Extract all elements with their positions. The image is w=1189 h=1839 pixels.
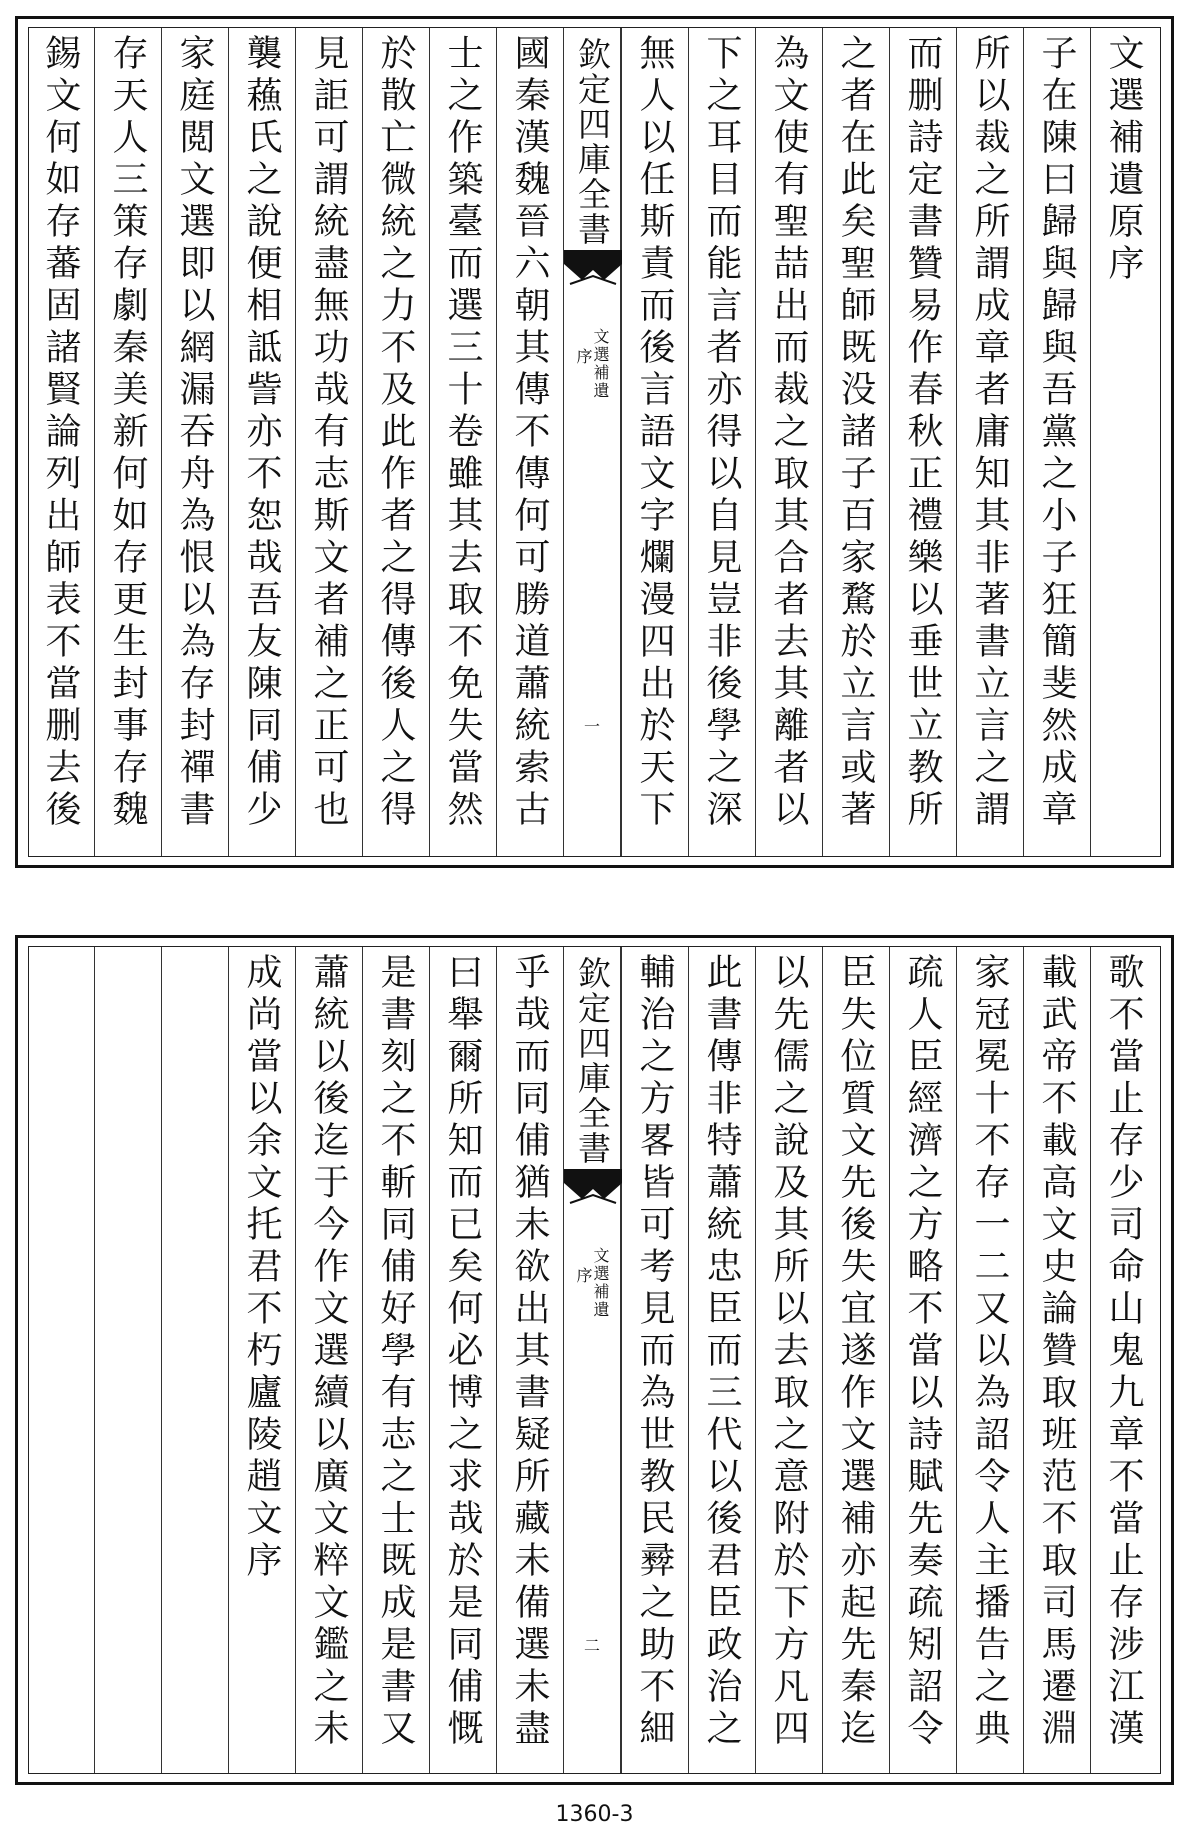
library-title: 欽定四庫全書 [564, 947, 620, 1173]
text-column: 疏人臣經濟之方略不當以詩賦先奏疏矧詔令 [889, 947, 956, 1773]
text-column: 而删詩定書贊易作春秋正禮樂以垂世立教所 [889, 28, 956, 856]
text-column: 輔治之方畧皆可考見而為世教民彛之助不細 [621, 947, 688, 1773]
text-column: 之者在此矣聖師既没諸子百家騖於立言或著 [822, 28, 889, 856]
fishtail-mark-icon [564, 1169, 622, 1207]
text-column: 為文使有聖喆出而裁之取其合者去其離者以 [755, 28, 822, 856]
page-number: 一 [583, 717, 600, 736]
scan-page-number: 1360-3 [555, 1802, 634, 1827]
text-column: 下之耳目而能言者亦得以自見豈非後學之深 [688, 28, 755, 856]
text-column: 所以裁之所謂成章者庸知其非著書立言之謂 [956, 28, 1023, 856]
text-column: 士之作築臺而選三十卷雖其去取不免失當然 [429, 28, 496, 856]
text-column: 臣失位質文先後失宜遂作文選補亦起先秦迄 [822, 947, 889, 1773]
section-label: 序 [574, 1267, 593, 1283]
text-column: 乎哉而同俌猶未欲出其書疑所藏未備選未盡 [496, 947, 563, 1773]
text-column: 成尚當以余文托君不朽廬陵趙文序 [228, 947, 295, 1773]
page-frame [28, 946, 1161, 1774]
text-column: 以先儒之說及其所以去取之意附於下方凡四 [755, 947, 822, 1773]
center-fold [563, 28, 621, 856]
text-column: 是書刻之不斬同俌好學有志之士既成是書又 [362, 947, 429, 1773]
text-column: 見詎可謂統盡無功哉有志斯文者補之正可也 [295, 28, 362, 856]
book-title: 文選補遺 [591, 1247, 610, 1319]
text-column: 曰舉爾所知而已矣何必博之求哉於是同俌慨 [429, 947, 496, 1773]
blank-column [29, 947, 94, 1773]
text-column: 家冠冕十不存一二又以為詔令人主播告之典 [956, 947, 1023, 1773]
book-title: 文選補遺 [591, 328, 610, 400]
text-column: 襲蘓氏之說便相詆訾亦不恕哉吾友陳同俌少 [228, 28, 295, 856]
fishtail-mark-icon [564, 250, 622, 288]
blank-column [161, 947, 228, 1773]
text-column: 蕭統以後迄于今作文選續以廣文粹文鑑之未 [295, 947, 362, 1773]
page-number: 二 [583, 1636, 600, 1655]
text-column: 於散亡微統之力不及此作者之得傳後人之得 [362, 28, 429, 856]
text-column: 子在陳曰歸與歸與吾黨之小子狂簡斐然成章 [1023, 28, 1090, 856]
section-label: 序 [574, 348, 593, 364]
text-column: 文選補遺原序 [1090, 28, 1157, 856]
text-column: 此書傳非特蕭統忠臣而三代以後君臣政治之 [688, 947, 755, 1773]
text-column: 歌不當止存少司命山鬼九章不當止存涉江漢 [1090, 947, 1157, 1773]
text-column: 家庭閲文選即以網漏吞舟為恨以為存封禪書 [161, 28, 228, 856]
library-title: 欽定四庫全書 [564, 28, 620, 254]
page-bottom [15, 935, 1174, 1785]
text-column: 載武帝不載高文史論贊取班范不取司馬遷淵 [1023, 947, 1090, 1773]
text-column: 國秦漢魏晉六朝其傳不傳何可勝道蕭統索古 [496, 28, 563, 856]
page-frame [28, 27, 1161, 857]
blank-column [94, 947, 161, 1773]
page-top [15, 16, 1174, 868]
text-column: 無人以任斯責而後言語文字爛漫四出於天下 [621, 28, 688, 856]
text-column: 錫文何如存蕃固諸賢論列出師表不當删去後 [40, 34, 81, 832]
text-column: 存天人三策存劇秦美新何如存更生封事存魏 [94, 28, 161, 856]
center-fold [563, 947, 621, 1773]
